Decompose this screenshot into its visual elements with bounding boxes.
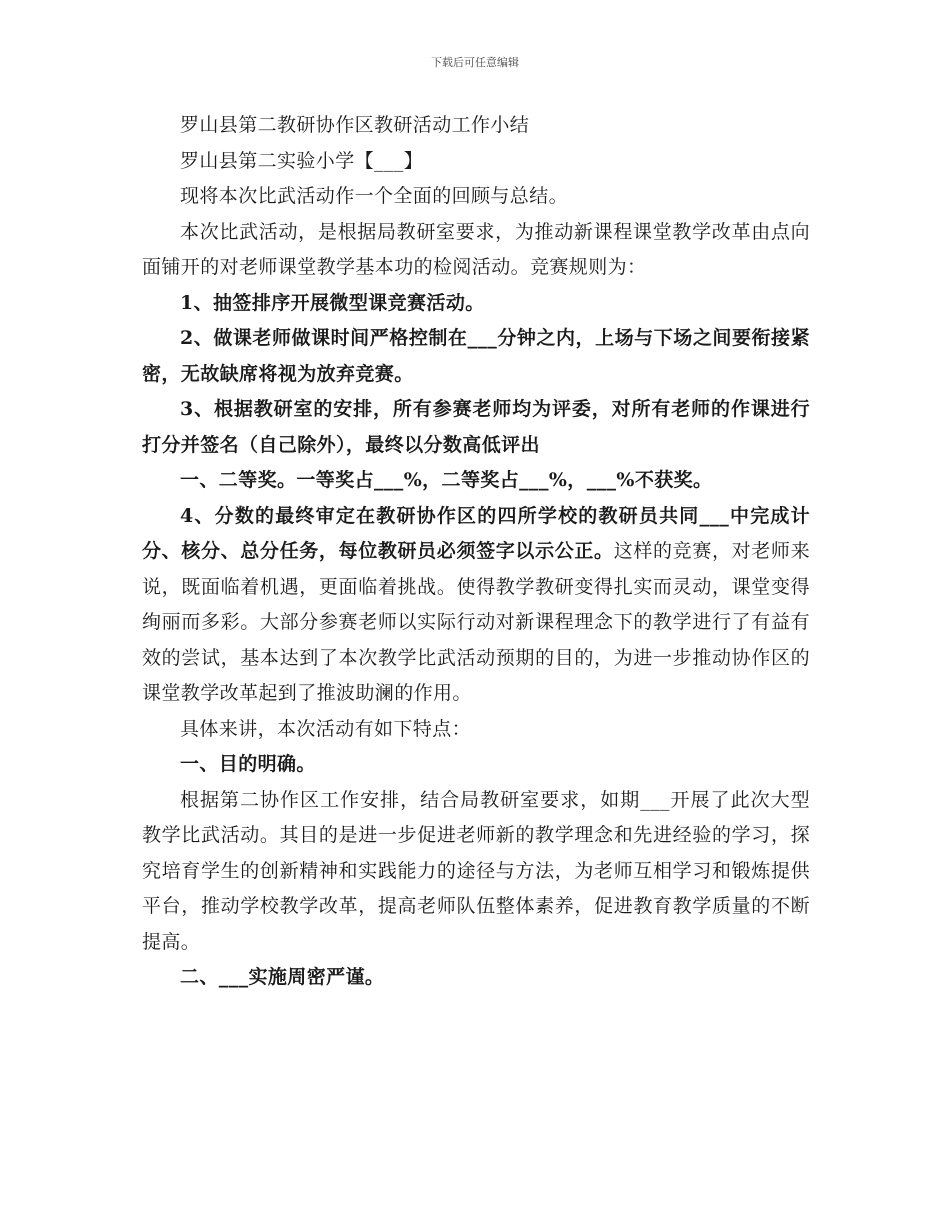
rule-1: 1、抽签排序开展微型课竞赛活动。 [180, 291, 485, 314]
page-header-note: 下载后可任意编辑 [431, 56, 519, 69]
feature-2-heading: 二、___实施周密严谨。 [180, 966, 385, 988]
school-name: 罗山县第二实验小学【___】 [180, 149, 424, 172]
intro-paragraph: 现将本次比武活动作一个全面的回顾与总结。 [180, 185, 569, 207]
rule-2: 2、做课老师做课时间严格控制在___分钟之内，上场与下场之间要衔接紧密，无故缺席将视为放弃竞赛。 [142, 327, 810, 385]
background-paragraph: 本次比武活动，是根据局教研室要求，为推动新课程课堂教学改革由点向面铺开的对老师课堂教学基本功的检阅活动。竞赛规则为： [142, 220, 810, 278]
feature-1-paragraph: 根据第二协作区工作安排，结合局教研室要求，如期___开展了此次大型教学比武活动。其目的是进一步促进老师新的教学理念和先进经验的学习，探究培育学生的创新精神和实践能力的途径与方法，为老师互相学习和锻炼提供平台，推动学校教学改革，提高老师队伍整体素养，促进教育教学质量的不断提高。 [142, 788, 810, 953]
rule-4-commentary: 这样的竞赛，对老师来说，既面临着机遇，更面临着挑战。使得教学教研变得扎实而灵动，课堂变得绚丽而多彩。大部分参赛老师以实际行动对新课程理念下的教学进行了有益有效的尝试，基本达到了本次教学比武活动预期的目的，为进一步推动协作区的课堂教学改革起到了推波助澜的作用。 [142, 540, 810, 704]
features-intro: 具体来讲，本次活动有如下特点： [180, 717, 472, 740]
rule-3-awards: 一、二等奖。一等奖占___%，二等奖占___%，___%不获奖。 [180, 469, 713, 491]
rule-3: 3、根据教研室的安排，所有参赛老师均为评委，对所有老师的作课进行打分并签名（自己除外），最终以分数高低评出 [142, 398, 810, 456]
document-body [142, 108, 810, 996]
rule-4: 4、分数的最终审定在教研协作区的四所学校的教研员共同___中完成计分、核分、总分任务，每位教研员必须签字以示公正。 [142, 504, 810, 562]
rule-4-paragraph [142, 499, 810, 712]
feature-1-heading: 一、目的明确。 [180, 753, 316, 775]
document-title: 罗山县第二教研协作区教研活动工作小结 [180, 114, 530, 136]
